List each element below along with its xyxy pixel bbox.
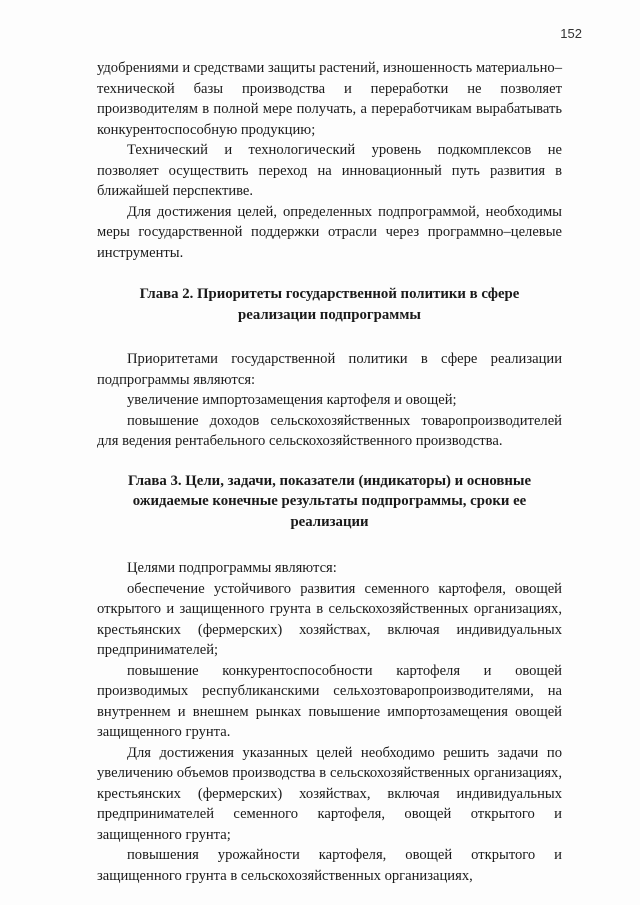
chapter-3-heading: Глава 3. Цели, задачи, показатели (индикаторы) и основные ожидаемые конечные результаты подпрограммы, сроки ее реализации xyxy=(127,472,532,530)
intro-paragraph-3: Для достижения целей, определенных подпрограммой, необходимы меры государственной поддержки отрасли через программно–целевые инструменты. xyxy=(97,203,562,261)
intro-paragraph-2: Технический и технологический уровень подкомплексов не позволяет осуществить переход на инновационный путь развития в ближайшей перспективе. xyxy=(97,142,562,199)
chapter-3-paragraph-3: повышение конкурентоспособности картофеля и овощей производимых республиканскими сельхозтоваропроизводителями, на внутреннем и внешнем рынках повышение импортозамещения овощей защищенного грунта. xyxy=(97,662,562,740)
chapter-3-paragraph-2: обеспечение устойчивого развития семенного картофеля, овощей открытого и защищенного грунта в сельскохозяйственных организациях, крестьянских (фермерских) хозяйствах, включая индивидуальных предпринимателей; xyxy=(97,580,562,658)
chapter-3-paragraph-1: Целями подпрограммы являются: xyxy=(127,560,337,576)
spacer xyxy=(97,452,562,471)
chapter-3-paragraph-5: повышения урожайности картофеля, овощей открытого и защищенного грунта в сельскохозяйственных организациях, xyxy=(97,847,562,884)
chapter-2-paragraph-3: повышение доходов сельскохозяйственных товаропроизводителей для ведения рентабельного сельскохозяйственного производства. xyxy=(97,412,562,449)
document-body xyxy=(97,58,562,886)
chapter-2-paragraph-2: увеличение импортозамещения картофеля и овощей; xyxy=(127,392,457,408)
page-number: 152 xyxy=(560,26,582,41)
chapter-3-paragraph-4: Для достижения указанных целей необходимо решить задачи по увеличению объемов производства в сельскохозяйственных организациях, крестьянских (фермерских) хозяйствах, включая индивидуальных предпринимателей семенного картофеля, овощей открытого и защищенного грунта; xyxy=(97,744,562,843)
chapter-2-paragraph-1: Приоритетами государственной политики в сфере реализации подпрограммы являются: xyxy=(97,351,562,388)
spacer xyxy=(97,532,562,558)
spacer xyxy=(97,325,562,349)
spacer xyxy=(97,263,562,284)
chapter-2-heading: Глава 2. Приоритеты государственной политики в сфере реализации подпрограммы xyxy=(139,286,520,323)
intro-paragraph-1: удобрениями и средствами защиты растений, изношенность материально–технической базы производства и переработки не позволяет производителям в полной мере получать, а переработчикам вырабатывать конкурентоспособную продукцию; xyxy=(97,60,562,138)
